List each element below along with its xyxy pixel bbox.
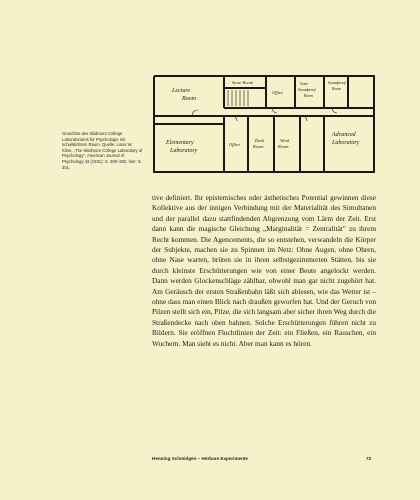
room-semi-line1: Semi- — [300, 82, 309, 86]
room-advanced-line2: Laboratory — [332, 140, 360, 146]
floor-plan-drawing — [152, 74, 376, 174]
room-dark-line2: Room — [253, 144, 264, 149]
page-number: 73 — [366, 456, 372, 461]
room-semi-line2: Soundproof — [298, 88, 316, 92]
room-advanced-line1: Advanced — [332, 132, 356, 138]
room-dark-line1: Dark — [255, 138, 265, 143]
room-soundproof-line1: Soundproof — [328, 81, 346, 85]
room-office-top: Office — [272, 90, 283, 95]
room-semi-line3: Room — [304, 94, 313, 98]
room-office-bottom: Office — [229, 142, 240, 147]
room-elementary-line1: Elementary — [166, 140, 194, 146]
figure-caption: Grundriss des Skidmore College Laboratoriums für Psychologie mit schalldichtem Raum. Quelle: Linus W. Kline, „The Skidmore College Laboratory of Psychology", American Journal of Psychology 43 (1931): S. 300–302, hier: S. 301. — [62, 131, 143, 170]
floor-plan-figure — [152, 74, 376, 174]
room-work-line1: Work — [280, 138, 290, 143]
room-work-line2: Room — [278, 144, 289, 149]
room-soundproof-line2: Room — [332, 87, 341, 91]
room-lecture-line2: Room — [182, 96, 196, 102]
running-footer-author: Henning Schmidgen – Hörbare Experimente — [152, 456, 248, 461]
body-paragraph: tive definiert. Ihr epistemisches oder ästhetisches Potential gewinnen diese Kollektive aus der innigen Verbindung mit der Materialität des Simultanen und der parallel dazu stattfindenden Abgrenzung vom Lärm der Zeit. Erst dann kann die magische Gleichung „Marginalität = Zentralität" zu ihrem Recht kommen. Die Agencements, die so entstehen, verwandeln die Körper der Subjekte, machen sie zu Spinnen im Netz: Ohne Augen, ohne Ohren, ohne Nase warten, brüten sie in ihren selbstgezimmerten Stätten, bis sie durch kleinste Erschütterungen wie von einer Beute angelockt werden. Dann werden Glockenschläge zählbar, obwohl man gar nicht zugehört hat. Am Geräusch der ersten Straßenbahn läßt sich ablesen, wie das Wetter ist – ohne dass man einen Blick nach draußen geworfen hat. Und der Geruch von Pilzen stellt sich ein, Pilze, die sich langsam aber sicher ihren Weg durch die Straßendecke nach oben bahnen. Solche Erschütterungen führen nicht zu Bildern. Sie eröffnen Fluchtlinien der Zeit: ein Fließen, ein Rauschen, ein Wuchern. Man sieht es nicht. Aber man kann es hören. — [152, 193, 376, 348]
room-lecture-line1: Lecture — [172, 88, 191, 94]
room-elementary-line2: Laboratory — [170, 148, 198, 154]
room-store: Store Room — [232, 80, 253, 85]
